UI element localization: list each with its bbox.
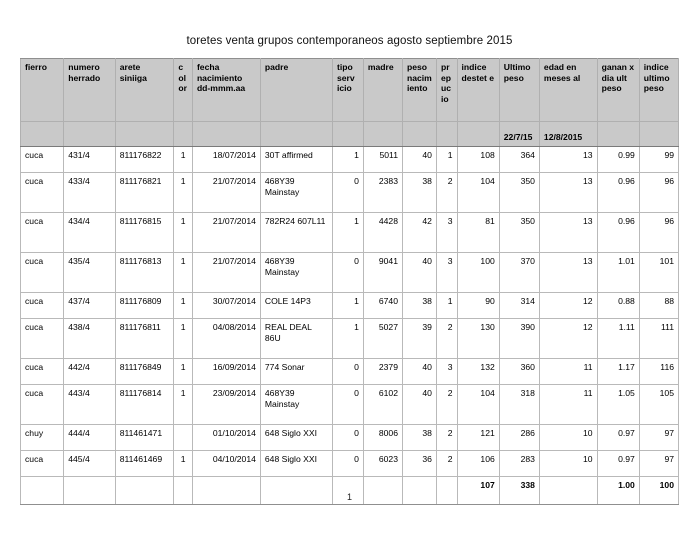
cell-indice-ultimo-peso: 97 [639,451,678,477]
cell-numero-herrado: 431/4 [64,147,115,173]
column-header-padre: padre [260,59,332,122]
cell-ultimo-peso: 350 [499,213,539,253]
cell-arete-siniiga: 811176813 [115,253,174,293]
subheader-arete-siniiga [115,122,174,147]
table-row[interactable] [21,213,679,253]
cell-prepucio: 1 [436,147,457,173]
cell-indice-destete: 121 [457,425,499,451]
subheader-color [174,122,193,147]
page-number: 1 [346,492,352,502]
cell-ultimo-peso: 318 [499,385,539,425]
column-header-numero-herrado: numero herrado [64,59,115,122]
cell-madre: 2383 [363,173,402,213]
page-title: toretes venta grupos contemporaneos agosto septiembre 2015 [186,35,513,47]
subheader-edad-en-meses-al-date: 12/8/2015 [539,122,597,147]
cell-prepucio: 2 [436,173,457,213]
cell-indice-destete: 106 [457,451,499,477]
cell-peso-nacimiento: 40 [402,253,436,293]
cell-fecha-nacimiento: 04/10/2014 [192,451,260,477]
cell-indice-destete: 104 [457,385,499,425]
cell-padre: 782R24 607L11 [260,213,332,253]
cell-tipo-servicio: 0 [332,173,363,213]
cell-prepucio: 3 [436,359,457,385]
cell-indice-destete: 108 [457,147,499,173]
cell-fecha-nacimiento: 21/07/2014 [192,173,260,213]
cell-edad-en-meses-al: 11 [539,385,597,425]
cell-fecha-nacimiento: 04/08/2014 [192,319,260,359]
column-header-indice-ultimo-peso: indice ultimo peso [639,59,678,122]
subheader-indice-ultimo-peso [639,122,678,147]
cell-ultimo-peso: 286 [499,425,539,451]
cell-ganancia-x-dia: 1.01 [597,253,639,293]
column-header-prepucio: pr ep uc io [436,59,457,122]
cell-color: 1 [174,359,193,385]
cell-ultimo-peso: 390 [499,319,539,359]
table-row[interactable] [21,293,679,319]
cell-ultimo-peso: 350 [499,173,539,213]
cell-edad-en-meses-al: 10 [539,425,597,451]
cell-padre: 30T affirmed [260,147,332,173]
cell-edad-en-meses-al: 13 [539,173,597,213]
cell-numero-herrado: 443/4 [64,385,115,425]
table-row[interactable] [21,173,679,213]
cell-fecha-nacimiento: 23/09/2014 [192,385,260,425]
cell-numero-herrado: 434/4 [64,213,115,253]
cell-prepucio: 2 [436,451,457,477]
cell-padre: 648 Siglo XXI [260,425,332,451]
cell-tipo-servicio: 0 [332,425,363,451]
cell-fecha-nacimiento: 01/10/2014 [192,425,260,451]
cell-arete-siniiga: 811461471 [115,425,174,451]
cell-ganancia-x-dia: 0.96 [597,213,639,253]
cell-ultimo-peso: 283 [499,451,539,477]
cell-prepucio: 3 [436,253,457,293]
cell-ganancia-x-dia: 1.11 [597,319,639,359]
cell-fecha-nacimiento: 16/09/2014 [192,359,260,385]
cell-color: 1 [174,147,193,173]
column-header-ultimo-peso: Ultimo peso [499,59,539,122]
cell-ultimo-peso: 370 [499,253,539,293]
cell-numero-herrado: 442/4 [64,359,115,385]
cell-indice-ultimo-peso: 111 [639,319,678,359]
cell-color: 1 [174,213,193,253]
cell-arete-siniiga: 811176821 [115,173,174,213]
column-header-fierro: fierro [21,59,64,122]
column-header-fecha-nacimiento: fecha nacimiento dd-mmm.aa [192,59,260,122]
cell-peso-nacimiento: 40 [402,385,436,425]
cell-color: 1 [174,385,193,425]
cell-madre: 6740 [363,293,402,319]
cell-tipo-servicio: 0 [332,451,363,477]
totals-indice-ultimo-peso: 100 [639,477,678,505]
table-row[interactable] [21,359,679,385]
cell-arete-siniiga: 811176811 [115,319,174,359]
totals-indice-destete: 107 [457,477,499,505]
cell-ganancia-x-dia: 1.17 [597,359,639,385]
subheader-padre [260,122,332,147]
cell-edad-en-meses-al: 12 [539,293,597,319]
totals-ultimo-peso: 338 [499,477,539,505]
cell-numero-herrado: 437/4 [64,293,115,319]
cell-ultimo-peso: 360 [499,359,539,385]
cell-madre: 2379 [363,359,402,385]
cell-edad-en-meses-al: 10 [539,451,597,477]
cell-indice-destete: 132 [457,359,499,385]
table-row[interactable] [21,319,679,359]
cell-numero-herrado: 444/4 [64,425,115,451]
cell-padre: 774 Sonar [260,359,332,385]
cell-indice-ultimo-peso: 96 [639,213,678,253]
cell-edad-en-meses-al: 12 [539,319,597,359]
cell-madre: 4428 [363,213,402,253]
cell-fecha-nacimiento: 30/07/2014 [192,293,260,319]
cell-tipo-servicio: 1 [332,147,363,173]
cell-padre: REAL DEAL 86U [260,319,332,359]
subheader-fecha-nacimiento [192,122,260,147]
table-row[interactable] [21,385,679,425]
table-row[interactable] [21,425,679,451]
cell-madre: 9041 [363,253,402,293]
cell-arete-siniiga: 811176815 [115,213,174,253]
subheader-fierro [21,122,64,147]
cell-color: 1 [174,173,193,213]
subheader-ganancia-x-dia [597,122,639,147]
subheader-madre [363,122,402,147]
cell-fierro: cuca [21,293,64,319]
cell-fierro: cuca [21,253,64,293]
cell-prepucio: 2 [436,425,457,451]
table-header [21,59,679,147]
cell-madre: 6023 [363,451,402,477]
cell-edad-en-meses-al: 13 [539,147,597,173]
cell-peso-nacimiento: 38 [402,293,436,319]
cell-color: 1 [174,293,193,319]
cell-indice-ultimo-peso: 116 [639,359,678,385]
header-row-main [21,59,679,122]
cell-peso-nacimiento: 38 [402,173,436,213]
cell-color: 1 [174,253,193,293]
cell-madre: 5011 [363,147,402,173]
cell-fierro: cuca [21,385,64,425]
cell-indice-ultimo-peso: 88 [639,293,678,319]
cell-fierro: cuca [21,147,64,173]
cell-ganancia-x-dia: 0.88 [597,293,639,319]
table-row[interactable] [21,147,679,173]
cell-prepucio: 1 [436,293,457,319]
cell-ultimo-peso: 364 [499,147,539,173]
cell-ganancia-x-dia: 0.97 [597,451,639,477]
subheader-tipo-servicio [332,122,363,147]
cell-ultimo-peso: 314 [499,293,539,319]
cell-fecha-nacimiento: 21/07/2014 [192,213,260,253]
cell-tipo-servicio: 1 [332,293,363,319]
column-header-madre: madre [363,59,402,122]
cell-madre: 5027 [363,319,402,359]
cell-fierro: cuca [21,319,64,359]
column-header-indice-destete: indice destet e [457,59,499,122]
column-header-ganancia-x-dia: ganan x dia ult peso [597,59,639,122]
cell-padre: 468Y39 Mainstay [260,173,332,213]
cell-arete-siniiga: 811176809 [115,293,174,319]
subheader-indice-destete [457,122,499,147]
cell-peso-nacimiento: 39 [402,319,436,359]
cell-madre: 6102 [363,385,402,425]
cell-indice-destete: 130 [457,319,499,359]
cell-numero-herrado: 445/4 [64,451,115,477]
cell-color: 1 [174,319,193,359]
cell-indice-destete: 81 [457,213,499,253]
subheader-peso-nacimiento [402,122,436,147]
cell-prepucio: 2 [436,319,457,359]
cell-indice-destete: 100 [457,253,499,293]
toretes-data-table [20,58,679,505]
cell-padre: 468Y39 Mainstay [260,385,332,425]
cell-color [174,425,193,451]
cell-ganancia-x-dia: 1.05 [597,385,639,425]
cell-tipo-servicio: 0 [332,359,363,385]
cell-indice-ultimo-peso: 105 [639,385,678,425]
cell-indice-destete: 90 [457,293,499,319]
cell-padre: 648 Siglo XXI [260,451,332,477]
cell-fecha-nacimiento: 21/07/2014 [192,253,260,293]
cell-arete-siniiga: 811461469 [115,451,174,477]
column-header-peso-nacimiento: peso nacim iento [402,59,436,122]
cell-arete-siniiga: 811176822 [115,147,174,173]
cell-fierro: cuca [21,359,64,385]
subheader-prepucio [436,122,457,147]
table-row[interactable] [21,451,679,477]
cell-peso-nacimiento: 40 [402,147,436,173]
cell-peso-nacimiento: 36 [402,451,436,477]
cell-arete-siniiga: 811176814 [115,385,174,425]
cell-tipo-servicio: 0 [332,385,363,425]
cell-indice-ultimo-peso: 99 [639,147,678,173]
cell-fierro: cuca [21,213,64,253]
cell-tipo-servicio: 1 [332,213,363,253]
cell-numero-herrado: 435/4 [64,253,115,293]
cell-padre: COLE 14P3 [260,293,332,319]
cell-fierro: cuca [21,451,64,477]
totals-ganancia-x-dia: 1.00 [597,477,639,505]
cell-fecha-nacimiento: 18/07/2014 [192,147,260,173]
cell-arete-siniiga: 811176849 [115,359,174,385]
header-row-dates [21,122,679,147]
cell-madre: 8006 [363,425,402,451]
data-table-container [20,58,679,505]
cell-numero-herrado: 438/4 [64,319,115,359]
cell-indice-ultimo-peso: 101 [639,253,678,293]
column-header-edad-en-meses-al: edad en meses al [539,59,597,122]
cell-indice-ultimo-peso: 97 [639,425,678,451]
cell-tipo-servicio: 1 [332,319,363,359]
cell-indice-destete: 104 [457,173,499,213]
cell-color: 1 [174,451,193,477]
cell-prepucio: 2 [436,385,457,425]
cell-ganancia-x-dia: 0.97 [597,425,639,451]
cell-fierro: chuy [21,425,64,451]
cell-padre: 468Y39 Mainstay [260,253,332,293]
subheader-numero-herrado [64,122,115,147]
cell-fierro: cuca [21,173,64,213]
column-header-tipo-servicio: tipo serv icio [332,59,363,122]
column-header-color: c ol or [174,59,193,122]
table-row[interactable] [21,253,679,293]
cell-numero-herrado: 433/4 [64,173,115,213]
cell-prepucio: 3 [436,213,457,253]
subheader-ultimo-peso-date: 22/7/15 [499,122,539,147]
cell-edad-en-meses-al: 13 [539,213,597,253]
cell-edad-en-meses-al: 11 [539,359,597,385]
cell-ganancia-x-dia: 0.96 [597,173,639,213]
cell-ganancia-x-dia: 0.99 [597,147,639,173]
cell-indice-ultimo-peso: 96 [639,173,678,213]
cell-peso-nacimiento: 40 [402,359,436,385]
cell-peso-nacimiento: 42 [402,213,436,253]
cell-tipo-servicio: 0 [332,253,363,293]
cell-peso-nacimiento: 38 [402,425,436,451]
table-body [21,147,679,505]
column-header-arete-siniiga: arete siniiga [115,59,174,122]
cell-edad-en-meses-al: 13 [539,253,597,293]
